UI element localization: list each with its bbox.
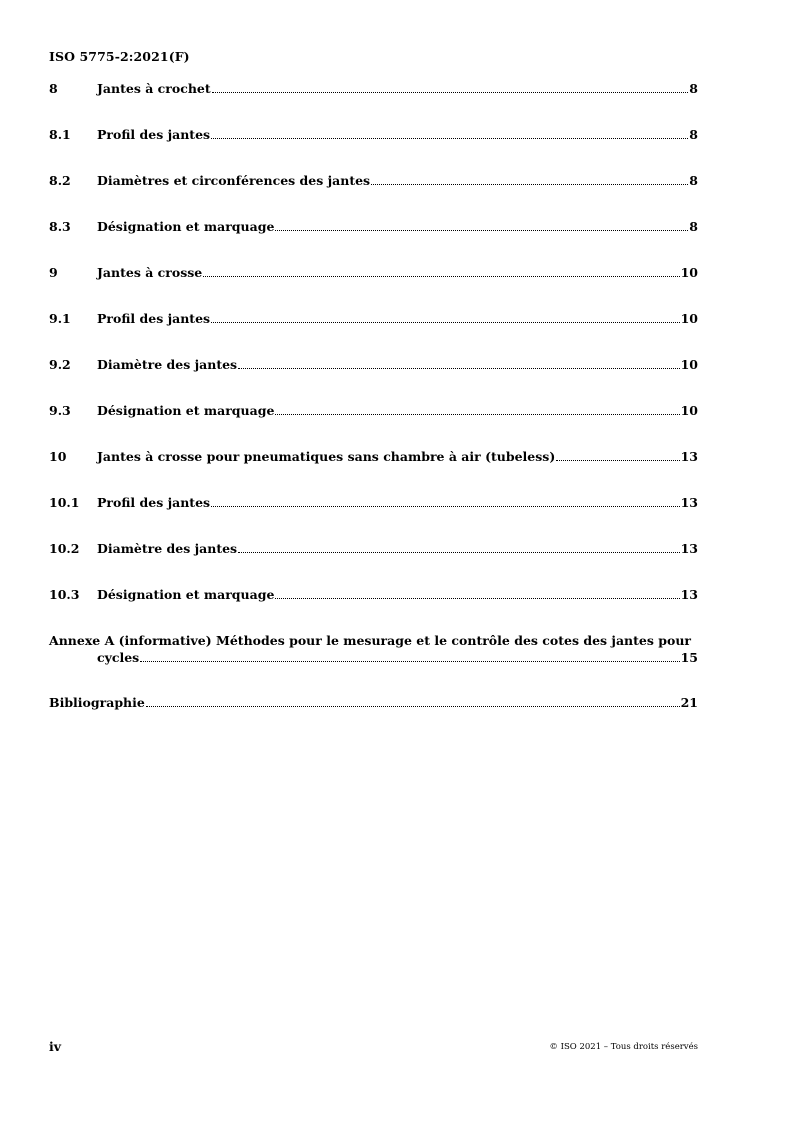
toc-section-title: Désignation et marquage: [97, 219, 275, 234]
document-id-header: ISO 5775-2:2021(F): [49, 49, 190, 64]
toc-leader-dots: [211, 321, 680, 323]
toc-entry-line: [49, 587, 698, 602]
toc-entry-annex-a[interactable]: [49, 633, 698, 695]
toc-section-number: 8.3: [49, 219, 71, 234]
toc-section-number: 9.1: [49, 311, 71, 326]
toc-leader-dots: [556, 459, 679, 461]
toc-entry[interactable]: [49, 81, 698, 127]
toc-entry-line: [49, 127, 698, 142]
toc-section-title: Jantes à crosse: [97, 265, 203, 280]
toc-entry-line: [49, 357, 698, 372]
toc-leader-dots: [140, 660, 679, 662]
toc-entry-line: [49, 449, 698, 464]
toc-entry-line: [49, 173, 698, 188]
toc-entry[interactable]: [49, 541, 698, 587]
toc-entry[interactable]: [49, 311, 698, 357]
toc-section-title: Profil des jantes: [97, 127, 211, 142]
toc-annex-title-line1: Annexe A (informative) Méthodes pour le mesurage et le contrôle des cotes des jantes pour: [49, 633, 692, 648]
toc-section-title: Diamètre des jantes: [97, 357, 238, 372]
toc-annex-line2: [97, 650, 698, 665]
toc-leader-dots: [212, 91, 689, 93]
toc-section-number: 10: [49, 449, 67, 464]
toc-bibliography-page: 21: [680, 695, 698, 710]
toc-leader-dots: [275, 229, 688, 231]
toc-annex-title-line2: cycles: [97, 650, 140, 665]
toc-leader-dots: [371, 183, 688, 185]
toc-entry[interactable]: [49, 403, 698, 449]
toc-entry[interactable]: [49, 127, 698, 173]
toc-leader-dots: [238, 551, 680, 553]
toc-page-number: 13: [680, 587, 698, 602]
toc-entry[interactable]: [49, 173, 698, 219]
toc-section-title: Diamètre des jantes: [97, 541, 238, 556]
toc-section-title: Jantes à crochet: [97, 81, 211, 96]
toc-page-number: 8: [689, 81, 698, 96]
toc-entry-line: [49, 265, 698, 280]
toc-page-number: 13: [680, 495, 698, 510]
toc-section-title: Profil des jantes: [97, 495, 211, 510]
toc-section-number: 10.1: [49, 495, 80, 510]
toc-section-number: 10.2: [49, 541, 80, 556]
toc-entry[interactable]: [49, 219, 698, 265]
toc-page-number: 13: [680, 541, 698, 556]
toc-page-number: 10: [680, 265, 698, 280]
toc-annex-page: 15: [680, 650, 698, 665]
toc-leader-dots: [146, 705, 680, 707]
toc-section-number: 9.2: [49, 357, 71, 372]
toc-section-title: Jantes à crosse pour pneumatiques sans chambre à air (tubeless): [97, 449, 556, 464]
toc-page-number: 8: [689, 219, 698, 234]
toc-leader-dots: [211, 505, 680, 507]
toc-section-title: Profil des jantes: [97, 311, 211, 326]
table-of-contents: [49, 81, 698, 741]
toc-section-number: 8.1: [49, 127, 71, 142]
toc-section-number: 8: [49, 81, 58, 96]
toc-leader-dots: [275, 413, 679, 415]
toc-entry-line: [49, 81, 698, 96]
toc-entry-line: [49, 403, 698, 418]
toc-entry-line: [49, 541, 698, 556]
toc-entry-bibliography[interactable]: [49, 695, 698, 741]
toc-page-number: 10: [680, 403, 698, 418]
toc-page-number: 8: [689, 173, 698, 188]
toc-section-number: 9: [49, 265, 58, 280]
toc-leader-dots: [211, 137, 688, 139]
toc-section-number: 10.3: [49, 587, 80, 602]
toc-entry-line: [49, 219, 698, 234]
toc-section-number: 9.3: [49, 403, 71, 418]
toc-entry[interactable]: [49, 357, 698, 403]
toc-section-number: 8.2: [49, 173, 71, 188]
toc-page-number: 13: [680, 449, 698, 464]
toc-page-number: 8: [689, 127, 698, 142]
toc-leader-dots: [238, 367, 680, 369]
toc-section-title: Désignation et marquage: [97, 587, 275, 602]
toc-entry-line: [49, 495, 698, 510]
toc-section-title: Diamètres et circonférences des jantes: [97, 173, 371, 188]
toc-entry-line: [49, 311, 698, 326]
toc-section-title: Désignation et marquage: [97, 403, 275, 418]
toc-entry[interactable]: [49, 495, 698, 541]
toc-list: [49, 81, 698, 633]
toc-entry[interactable]: [49, 449, 698, 495]
toc-leader-dots: [275, 597, 679, 599]
toc-page-number: 10: [680, 311, 698, 326]
toc-bibliography-title: Bibliographie: [49, 695, 145, 710]
toc-leader-dots: [203, 275, 679, 277]
toc-entry[interactable]: [49, 265, 698, 311]
page-number-footer: iv: [49, 1039, 62, 1054]
copyright-footer: © ISO 2021 – Tous droits réservés: [549, 1042, 698, 1052]
toc-bibliography-line: [49, 695, 698, 710]
toc-entry[interactable]: [49, 587, 698, 633]
toc-page-number: 10: [680, 357, 698, 372]
